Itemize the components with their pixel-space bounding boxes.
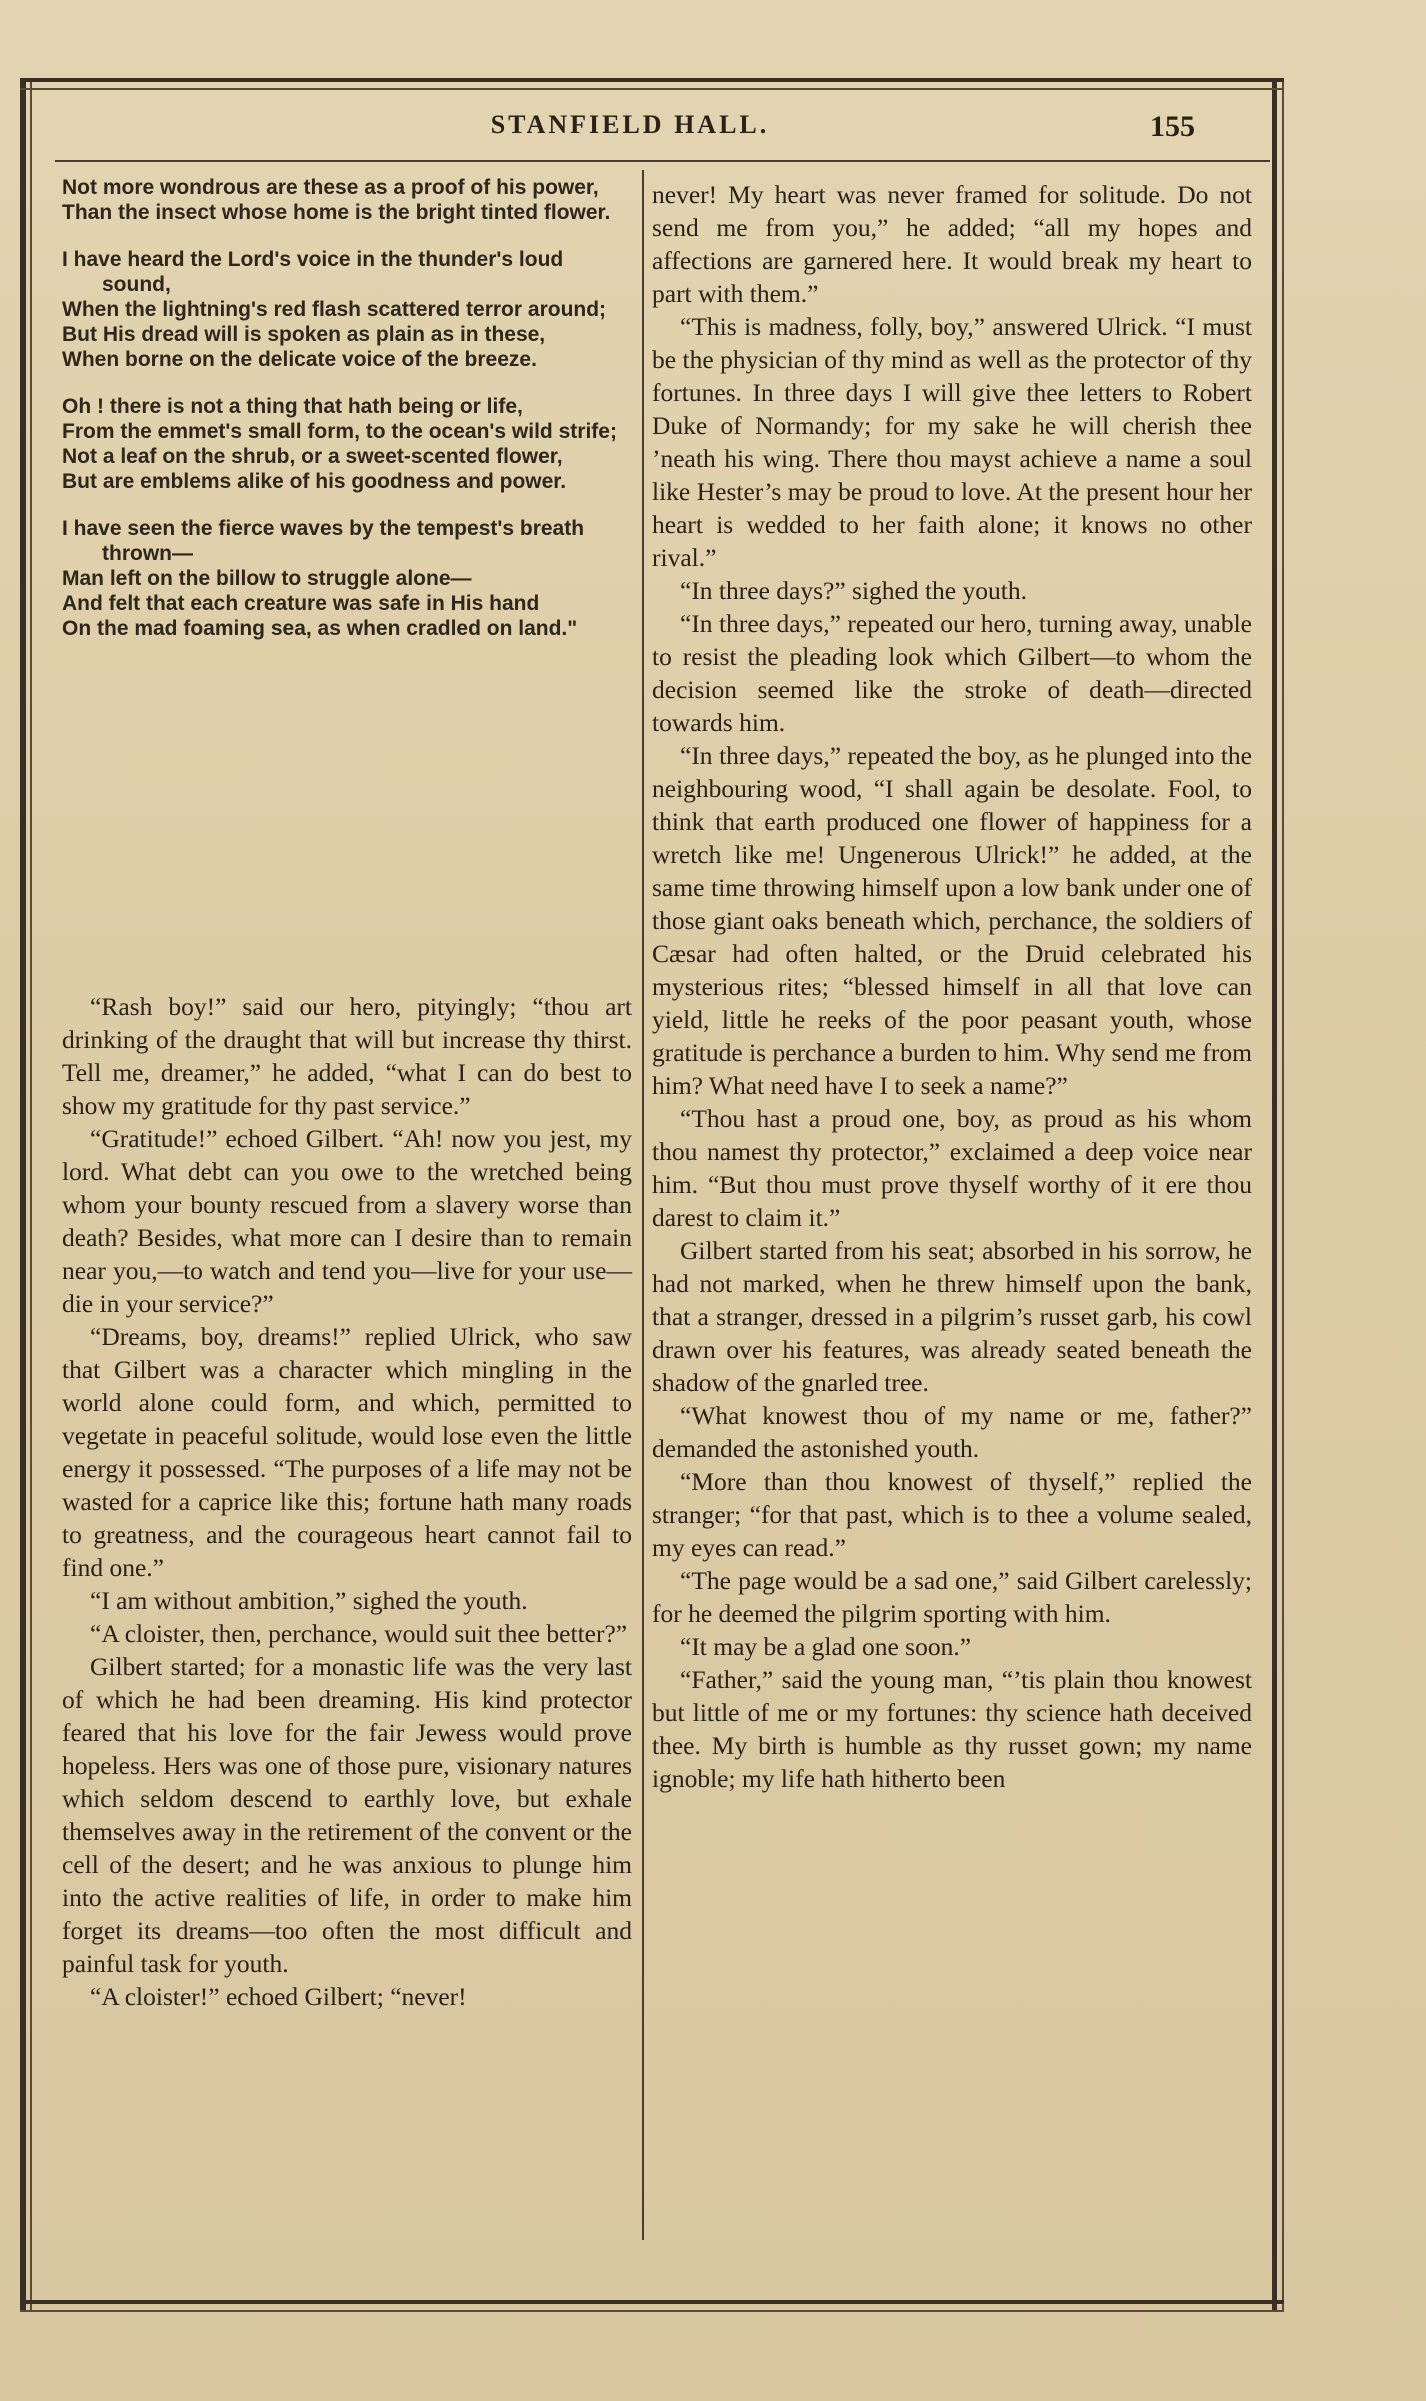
- bottom-rule: [20, 2300, 1284, 2304]
- paragraph: “Father,” said the young man, “’tis plain thou knowest but little of me or my fortunes: thy science hath deceived thee. My birth is humble as thy russet gown; my name ignoble; my life hath hitherto been: [652, 1665, 1252, 1793]
- paragraph: “In three days?” sighed the youth.: [680, 576, 1027, 605]
- paragraph: Gilbert started from his seat; absorbed in his sorrow, he had not marked, when he threw himself upon the bank, that a stranger, dressed in a pilgrim’s russet garb, his cowl drawn over his features, was already seated beneath the shadow of the gnarled tree.: [652, 1236, 1252, 1397]
- poem-line: Than the insect whose home is the bright tinted flower.: [62, 201, 611, 224]
- poem-stanza: [62, 175, 632, 225]
- paragraph: “In three days,” repeated our hero, turning away, unable to resist the pleading look which Gilbert—to whom the decision seemed like the stroke of death—directed towards him.: [652, 609, 1252, 737]
- page-border-left-inner: [30, 80, 32, 2310]
- top-rule-inner: [20, 88, 1284, 90]
- poem-line: I have heard the Lord's voice in the thunder's loud sound,: [62, 248, 564, 296]
- poem-line: But His dread will is spoken as plain as in these,: [62, 323, 546, 346]
- left-column: [62, 990, 632, 2013]
- paragraph: “Thou hast a proud one, boy, as proud as his whom thou namest thy protector,” exclaimed a deep voice near him. “But thou must prove thyself worthy of it ere thou darest to claim it.”: [652, 1104, 1252, 1232]
- poem-line: Man left on the billow to struggle alone—: [62, 567, 472, 590]
- poem-line: But are emblems alike of his goodness and power.: [62, 470, 567, 493]
- column-divider: [642, 170, 644, 2240]
- running-title: STANFIELD HALL.: [490, 110, 770, 139]
- poem-line: From the emmet's small form, to the ocean's wild strife;: [62, 420, 617, 443]
- poem-line: When borne on the delicate voice of the breeze.: [62, 348, 537, 371]
- bottom-rule-inner: [20, 2310, 1284, 2312]
- paragraph: “A cloister!” echoed Gilbert; “never!: [90, 1982, 467, 2011]
- page-border-right: [1272, 80, 1277, 2310]
- paragraph: “In three days,” repeated the boy, as he plunged into the neighbouring wood, “I shall again be desolate. Fool, to think that earth produced one flower of happiness for a wretch like me! Ungenerous Ulrick!” he added, at the same time throwing himself upon a low bank under one of those giant oaks beneath which, perchance, the soldiers of Cæsar had often halted, or the Druid celebrated his mysterious rites; “blessed himself in all that love can yield, little he reeks of the poor peasant youth, whose gratitude is perchance a burden to him. Why send me from him? What need have I to seek a name?”: [652, 741, 1252, 1100]
- paragraph: “Rash boy!” said our hero, pityingly; “thou art drinking of the draught that will but increase thy thirst. Tell me, dreamer,” he added, “what I can do best to show my gratitude for thy past service.”: [62, 992, 632, 1120]
- paragraph: “A cloister, then, perchance, would suit thee better?”: [90, 1619, 628, 1648]
- right-column: [652, 178, 1252, 1795]
- page-number: 155: [1150, 110, 1195, 143]
- poem-stanza: [62, 247, 632, 372]
- top-rule: [20, 78, 1284, 82]
- paragraph: “It may be a glad one soon.”: [680, 1632, 972, 1661]
- poem: [62, 175, 632, 663]
- page-border-left: [20, 80, 26, 2310]
- poem-line: Not a leaf on the shrub, or a sweet-scented flower,: [62, 445, 563, 468]
- poem-line: Not more wondrous are these as a proof of his power,: [62, 176, 599, 199]
- poem-line: I have seen the fierce waves by the tempest's breath thrown—: [62, 517, 585, 565]
- paragraph: “Gratitude!” echoed Gilbert. “Ah! now you jest, my lord. What debt can you owe to the wretched being whom your bounty rescued from a slavery worse than death? Besides, what more can I desire than to remain near you,—to watch and tend you—live for your use—die in your service?”: [62, 1124, 632, 1318]
- paragraph: “What knowest thou of my name or me, father?” demanded the astonished youth.: [652, 1401, 1252, 1463]
- poem-stanza: [62, 516, 632, 641]
- paragraph: “The page would be a sad one,” said Gilbert carelessly; for he deemed the pilgrim sporting with him.: [652, 1566, 1252, 1628]
- paragraph: never! My heart was never framed for solitude. Do not send me from you,” he added; “all my hopes and affections are garnered here. It would break my heart to part with them.”: [652, 180, 1252, 308]
- paragraph: “Dreams, boy, dreams!” replied Ulrick, who saw that Gilbert was a character which mingling in the world alone could form, and which, permitted to vegetate in peaceful solitude, would lose even the little energy it possessed. “The purposes of a life may not be wasted for a caprice like this; fortune hath many roads to greatness, and the courageous heart cannot fail to find one.”: [62, 1322, 632, 1582]
- paragraph: “This is madness, folly, boy,” answered Ulrick. “I must be the physician of thy mind as well as the protector of thy fortunes. In three days I will give thee letters to Robert Duke of Normandy; for my sake he will cherish thee ’neath his wing. There thou mayst achieve a name a soul like Hester’s may be proud to love. At the present hour her heart is wedded to her faith alone; it knows no other rival.”: [652, 312, 1252, 572]
- poem-line: On the mad foaming sea, as when cradled on land.": [62, 617, 578, 640]
- paragraph: “I am without ambition,” sighed the youth.: [90, 1586, 528, 1615]
- paragraph: “More than thou knowest of thyself,” replied the stranger; “for that past, which is to thee a volume sealed, my eyes can read.”: [652, 1467, 1252, 1562]
- page-border-right-inner: [1282, 80, 1284, 2310]
- poem-line: And felt that each creature was safe in His hand: [62, 592, 540, 615]
- header-rule: [55, 160, 1270, 162]
- paragraph: Gilbert started; for a monastic life was the very last of which he had been dreaming. His kind protector feared that his love for the fair Jewess would prove hopeless. Hers was one of those pure, visionary natures which seldom descend to earthly love, but exhale themselves away in the retirement of the convent or the cell of the desert; and he was anxious to plunge him into the active realities of life, in order to make him forget its dreams—too often the most difficult and painful task for youth.: [62, 1652, 632, 1978]
- poem-line: When the lightning's red flash scattered terror around;: [62, 298, 607, 321]
- poem-line: Oh ! there is not a thing that hath being or life,: [62, 395, 523, 418]
- poem-stanza: [62, 394, 632, 494]
